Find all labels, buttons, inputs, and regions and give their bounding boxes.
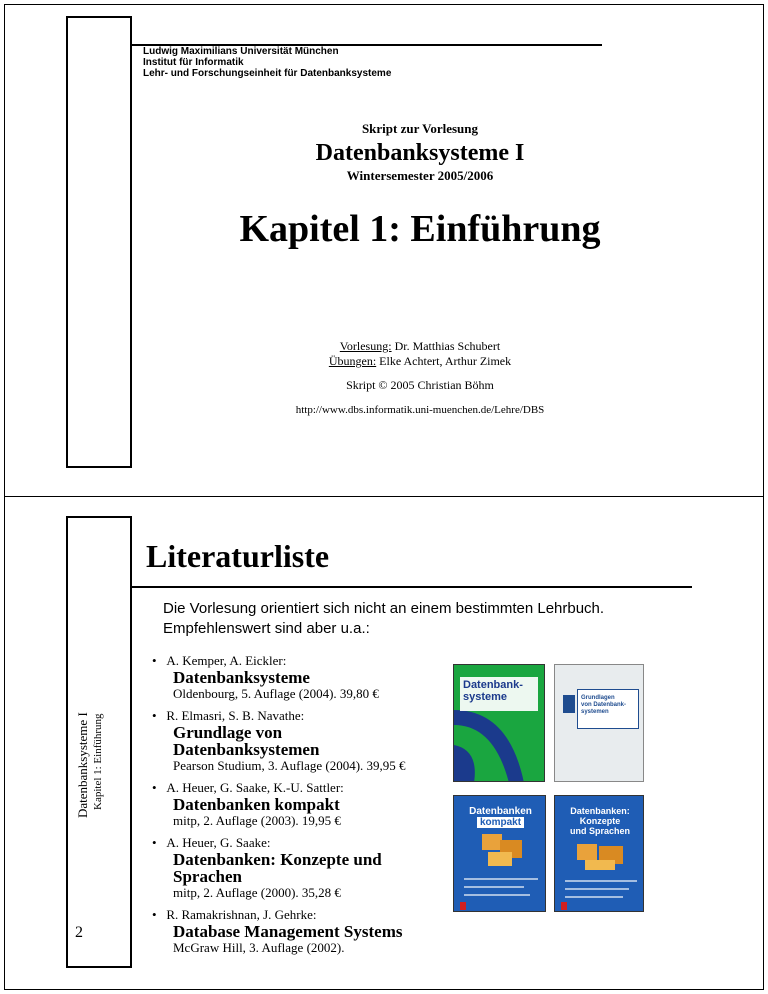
book-details: McGraw Hill, 3. Auflage (2002). xyxy=(173,940,345,955)
copyright: Skript © 2005 Christian Böhm xyxy=(346,378,494,392)
intro-line-2: Empfehlenswert sind aber u.a.: xyxy=(163,620,370,637)
cover1-title-a: Datenbank- xyxy=(463,679,523,691)
cover3-title-b: kompakt xyxy=(477,817,524,828)
institution-name: Ludwig Maximilians Universität München xyxy=(143,46,339,57)
side-title: Datenbanksysteme I xyxy=(75,712,90,818)
semester: Wintersemester 2005/2006 xyxy=(346,168,494,183)
cover4-title-c: und Sprachen xyxy=(569,826,630,836)
book-authors-text: R. Elmasri, S. B. Navathe: xyxy=(166,708,305,723)
lecture-line xyxy=(150,339,690,354)
unit-name: Lehr- und Forschungseinheit für Datenbanksysteme xyxy=(143,68,392,79)
book-title: Grundlage von Datenbanksystemen xyxy=(173,723,320,759)
book-authors-text: R. Ramakrishnan, J. Gehrke: xyxy=(166,907,317,922)
cover2-title xyxy=(581,695,626,716)
side-subtitle: Kapitel 1: Einführung xyxy=(92,713,104,810)
book-details: mitp, 2. Auflage (2000). 35,28 € xyxy=(173,885,341,900)
cover3-art xyxy=(454,796,546,912)
book-title: Datenbanken kompakt xyxy=(173,795,340,814)
page-divider xyxy=(4,496,764,497)
book-list xyxy=(152,653,442,956)
cover2-title-c: systemen xyxy=(581,709,609,715)
exercise-line xyxy=(150,354,690,369)
institute-name: Institut für Informatik xyxy=(143,57,244,68)
course-title: Datenbanksysteme I xyxy=(315,140,525,166)
book-authors-text: A. Kemper, A. Eickler: xyxy=(166,653,287,668)
book-authors-text: A. Heuer, G. Saake, K.-U. Sattler: xyxy=(166,780,344,795)
book-details: Oldenbourg, 5. Auflage (2004). 39,80 € xyxy=(173,686,379,701)
cover2-title-a: Grundlagen xyxy=(581,695,615,701)
book-authors-text: A. Heuer, G. Saake: xyxy=(166,835,271,850)
book-details: Pearson Studium, 3. Auflage (2004). 39,95 € xyxy=(173,758,406,773)
book-title: Database Management Systems xyxy=(173,922,403,941)
book-title: Datenbanksysteme xyxy=(173,668,310,687)
book-details: mitp, 2. Auflage (2003). 19,95 € xyxy=(173,813,341,828)
intro-line-1: Die Vorlesung orientiert sich nicht an einem bestimmten Lehrbuch. xyxy=(163,600,605,617)
book-entry xyxy=(152,708,442,774)
book-entry xyxy=(152,780,442,829)
slide2-title: Literaturliste xyxy=(146,538,330,574)
book-title: Datenbanken: Konzepte und Sprachen xyxy=(173,850,382,886)
exercise-label: Übungen: xyxy=(328,354,377,368)
book-authors: • R. Elmasri, S. B. Navathe: xyxy=(152,708,305,723)
book-entry xyxy=(152,653,442,702)
cover-konzepte-sprachen xyxy=(554,795,644,912)
cover-grundlagen xyxy=(554,664,644,782)
cover2-logo xyxy=(563,695,575,713)
institution-block xyxy=(143,46,391,79)
book-entry xyxy=(152,907,442,956)
chapter-title: Kapitel 1: Einführung xyxy=(239,208,601,250)
cover2-title-b: von Datenbank- xyxy=(581,702,627,708)
book-authors: • A. Heuer, G. Saake, K.-U. Sattler: xyxy=(152,780,344,795)
page-number: 2 xyxy=(75,924,83,941)
book-entry xyxy=(152,835,442,901)
cover-datenbanksysteme xyxy=(453,664,545,782)
slide1-side-bar xyxy=(66,16,132,468)
exercise-persons: Elke Achtert, Arthur Zimek xyxy=(376,354,512,368)
cover4-title-a: Datenbanken: xyxy=(570,806,630,816)
course-url[interactable]: http://www.dbs.informatik.uni-muenchen.de/Lehre/DBS xyxy=(295,404,545,416)
lecture-label: Vorlesung: xyxy=(339,339,392,353)
script-label: Skript zur Vorlesung xyxy=(361,121,479,136)
book-authors: • A. Heuer, G. Saake: xyxy=(152,835,271,850)
cover1-title xyxy=(463,679,523,703)
cover-datenbanken-kompakt xyxy=(453,795,546,912)
slide2-title-rule xyxy=(132,586,692,588)
book-authors: • A. Kemper, A. Eickler: xyxy=(152,653,287,668)
cover1-title-b: systeme xyxy=(463,691,508,703)
book-authors: • R. Ramakrishnan, J. Gehrke: xyxy=(152,907,317,922)
cover4-title-b: Konzepte xyxy=(579,816,621,826)
lecture-person: Dr. Matthias Schubert xyxy=(391,339,501,353)
cover3-title-a: Datenbanken xyxy=(469,806,532,817)
cover4-art xyxy=(555,796,644,912)
intro-text xyxy=(163,599,604,639)
